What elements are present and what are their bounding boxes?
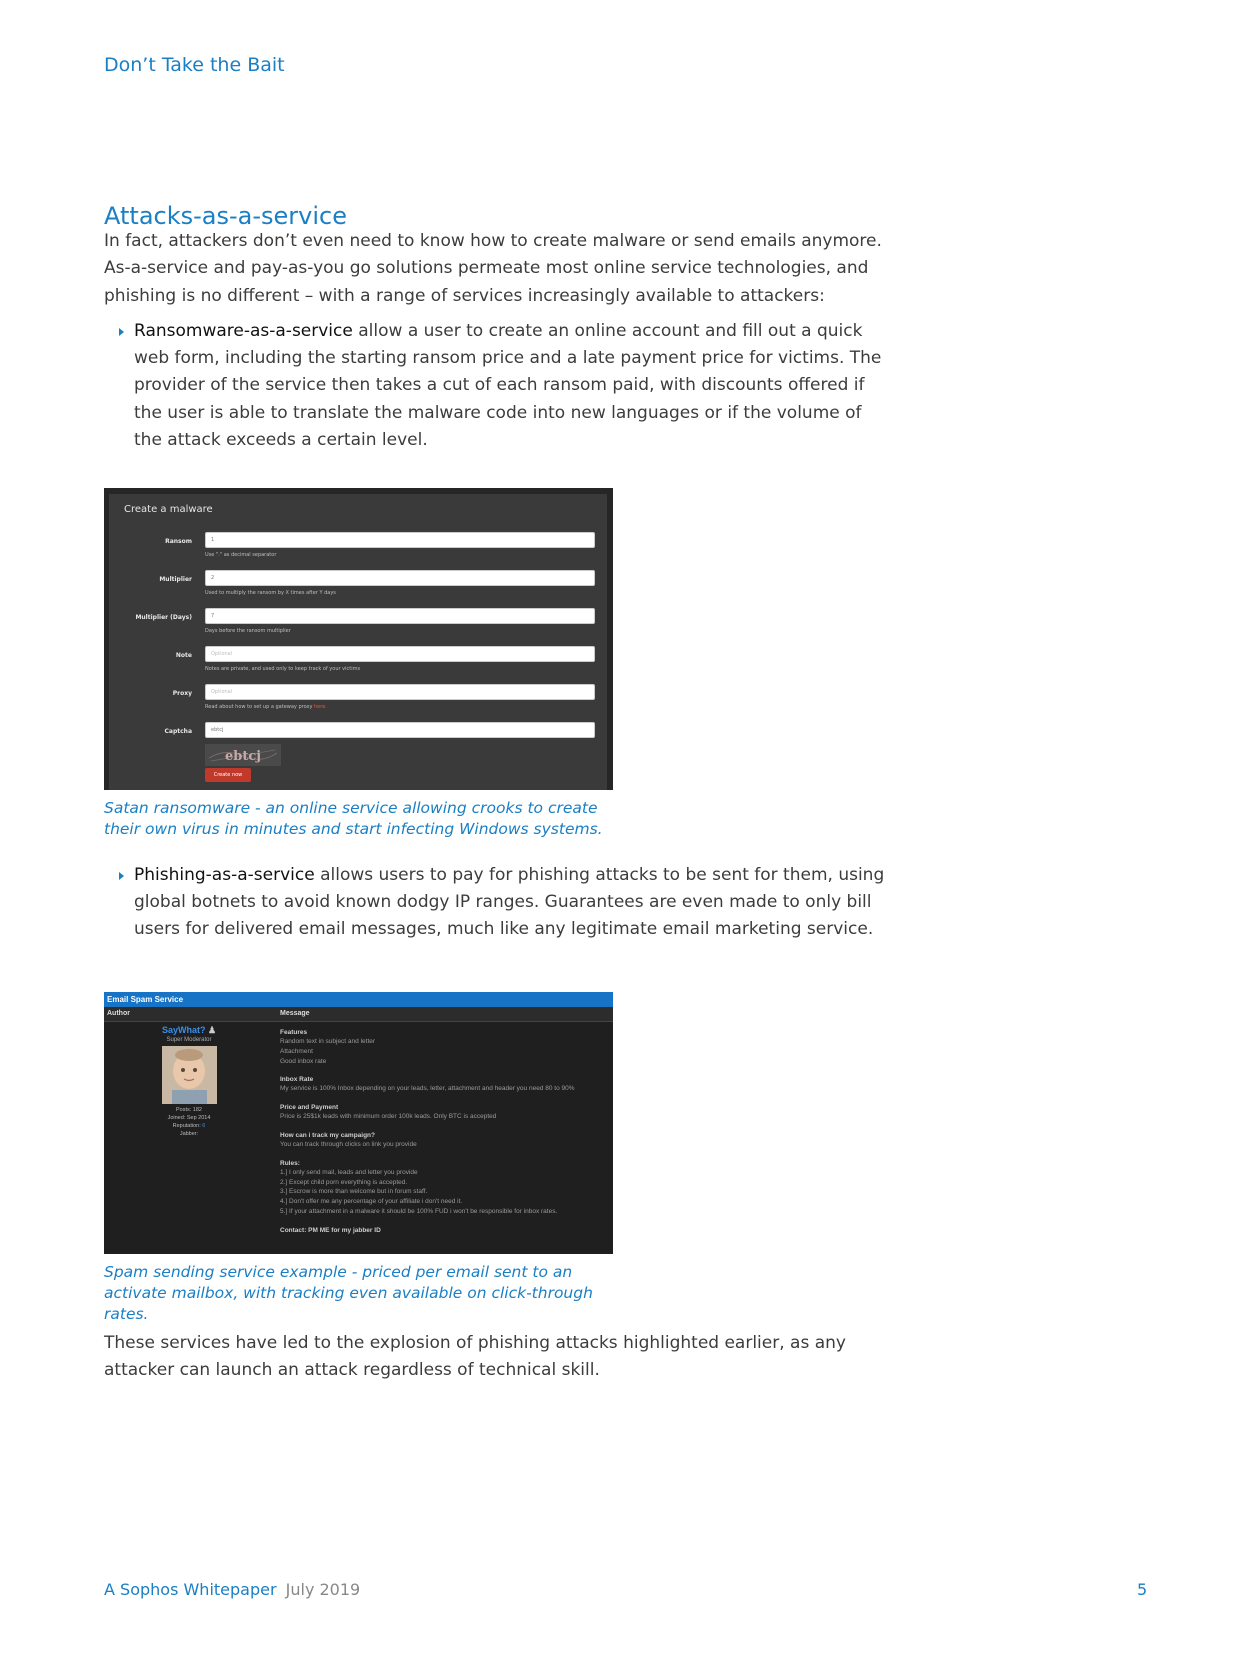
field-label: Multiplier (Days) (135, 614, 192, 621)
avatar (162, 1046, 217, 1104)
form-row-ransom (109, 532, 607, 566)
captcha-input[interactable]: ebtcj (205, 722, 595, 738)
field-label: Proxy (172, 690, 192, 697)
forum-title-bar: Email Spam Service (104, 992, 613, 1007)
field-label: Note (175, 652, 192, 659)
intro-paragraph: In fact, attackers don’t even need to know how to create malware or send emails anymore. As-a-service and pay-as-you go solutions permeate most online service technologies, and phishing is no different – with a range of services increasingly available to attackers: (104, 231, 882, 306)
proxy-help-link[interactable]: here. (314, 704, 327, 710)
block-heading: Inbox Rate (280, 1076, 314, 1084)
bullet-arrow-icon (119, 872, 124, 880)
message-block (280, 1131, 610, 1150)
message-column-header: Message (280, 1010, 310, 1017)
figure2-caption: Spam sending service example - priced per email sent to an activate mailbox, with tracking even available on click-through rates. (104, 1263, 593, 1323)
spam-service-screenshot (104, 992, 613, 1254)
bullet-text (134, 862, 894, 944)
block-line: 3.] Escrow is more than welcome but in forum staff. (280, 1188, 428, 1196)
multiplier-days-input[interactable]: 7 (205, 608, 595, 624)
block-line: Price is 25$1k leads with minimum order 100k leads. Only BTC is accepted (280, 1113, 497, 1121)
field-help-text: Read about how to set up a gateway proxy (205, 704, 313, 710)
reputation-value[interactable]: 6 (202, 1123, 206, 1129)
field-label: Ransom (165, 538, 192, 545)
captcha-text: ebtcj (225, 749, 261, 764)
block-line: 2.] Except child porn everything is accepted. (280, 1178, 408, 1186)
message-block (280, 1103, 610, 1122)
block-line: Random text in subject and letter (280, 1038, 376, 1045)
block-line: 4.] Don't offer me any percentage of your affiliate i don't need it. (280, 1198, 463, 1206)
form-row-multiplier (109, 570, 607, 604)
bullet-body: allows users to pay for phishing attacks to be sent for them, using global botnets to avoid known dodgy IP ranges. Guarantees are even made to only bill users for delivered email messages, much like any legitimate email marketing service. (134, 865, 885, 940)
block-heading: Price and Payment (280, 1104, 339, 1112)
bullet-phishing (104, 862, 894, 944)
block-line: 1.] I only send mail, leads and letter you provide (280, 1168, 418, 1176)
username-text: SayWhat? (161, 1025, 206, 1035)
malware-builder-screenshot (104, 488, 613, 790)
author-meta (104, 1106, 274, 1138)
block-heading: How can i track my campaign? (280, 1131, 376, 1139)
user-icon: ♟ (207, 1025, 217, 1035)
captcha-image (205, 744, 281, 766)
page-number: 5 (1137, 1580, 1148, 1599)
form-row-multiplier-days (109, 608, 607, 642)
bullet-term: Phishing-as-a-service (134, 865, 315, 885)
block-heading: Features (280, 1029, 308, 1036)
author-panel (104, 1022, 274, 1138)
message-body (280, 1028, 610, 1244)
message-block (280, 1159, 610, 1217)
block-heading: Rules: (280, 1159, 300, 1167)
footer-brand: A Sophos Whitepaper (104, 1580, 277, 1599)
ransom-input[interactable]: 1 (205, 532, 595, 548)
bullet-text (134, 318, 894, 454)
field-help: Used to multiply the ransom by X times after Y days (205, 590, 336, 596)
bullet-arrow-icon (119, 328, 124, 336)
block-line: Attachment (280, 1047, 313, 1055)
field-help: Days before the ransom multiplier (205, 628, 291, 634)
bullet-ransomware (104, 318, 894, 454)
field-help: Notes are private, and used only to keep track of your victims (205, 666, 361, 672)
author-column-header: Author (107, 1010, 130, 1017)
joined-date: Joined: Sep 2014 (167, 1115, 211, 1121)
form-row-captcha (109, 722, 607, 756)
note-input[interactable]: Optional (205, 646, 595, 662)
figure1-caption: Satan ransomware - an online service allowing crooks to create their own virus in minutes and start infecting Windows systems. (104, 799, 603, 838)
running-header: Don’t Take the Bait (104, 54, 285, 76)
closing-paragraph: These services have led to the explosion of phishing attacks highlighted earlier, as any attacker can launch an attack regardless of technical skill. (104, 1333, 846, 1381)
malware-form-panel (109, 494, 607, 790)
block-line: You can track through clicks on link you provide (280, 1140, 417, 1148)
form-row-note (109, 646, 607, 680)
reputation-label: Reputation: (172, 1123, 201, 1129)
message-block (280, 1226, 610, 1235)
section-title: Attacks-as-a-service (104, 202, 347, 230)
block-heading: Contact: PM ME for my jabber ID (280, 1226, 381, 1234)
multiplier-input[interactable]: 2 (205, 570, 595, 586)
field-label: Multiplier (159, 576, 192, 583)
block-line: Good inbox rate (280, 1057, 327, 1065)
message-block (280, 1028, 610, 1066)
bullet-term: Ransomware-as-a-service (134, 321, 353, 341)
field-help (205, 704, 327, 710)
block-line: 5.] If your attachment in a malware it should be 100% FUD i won't be responsible for inbox rates. (280, 1207, 558, 1215)
create-now-button[interactable]: Create now (205, 768, 251, 782)
bullet-body: allow a user to create an online account and fill out a quick web form, including the starting ransom price and a late payment price for victims. The provider of the service then takes a cut of each ransom paid, with discounts offered if the user is able to translate the malware code into new languages or if the volume of the attack exceeds a certain level. (134, 321, 882, 450)
column-header-row (104, 1007, 613, 1022)
footer (104, 1580, 360, 1599)
form-title: Create a malware (124, 504, 213, 515)
message-block (280, 1075, 610, 1094)
post-count: Posts: 182 (176, 1107, 202, 1113)
block-line: My service is 100% Inbox depending on your leads, letter, attachment and header you need 80 to 90% (280, 1085, 575, 1093)
field-label: Captcha (164, 728, 192, 735)
proxy-input[interactable]: Optional (205, 684, 595, 700)
field-help: Use "." as decimal separator (205, 552, 277, 558)
jabber: Jabber: (179, 1131, 199, 1137)
user-rank: Super Moderator (166, 1037, 212, 1043)
form-row-proxy (109, 684, 607, 718)
username[interactable] (104, 1025, 274, 1036)
reputation (104, 1122, 274, 1130)
footer-date: July 2019 (285, 1580, 361, 1599)
